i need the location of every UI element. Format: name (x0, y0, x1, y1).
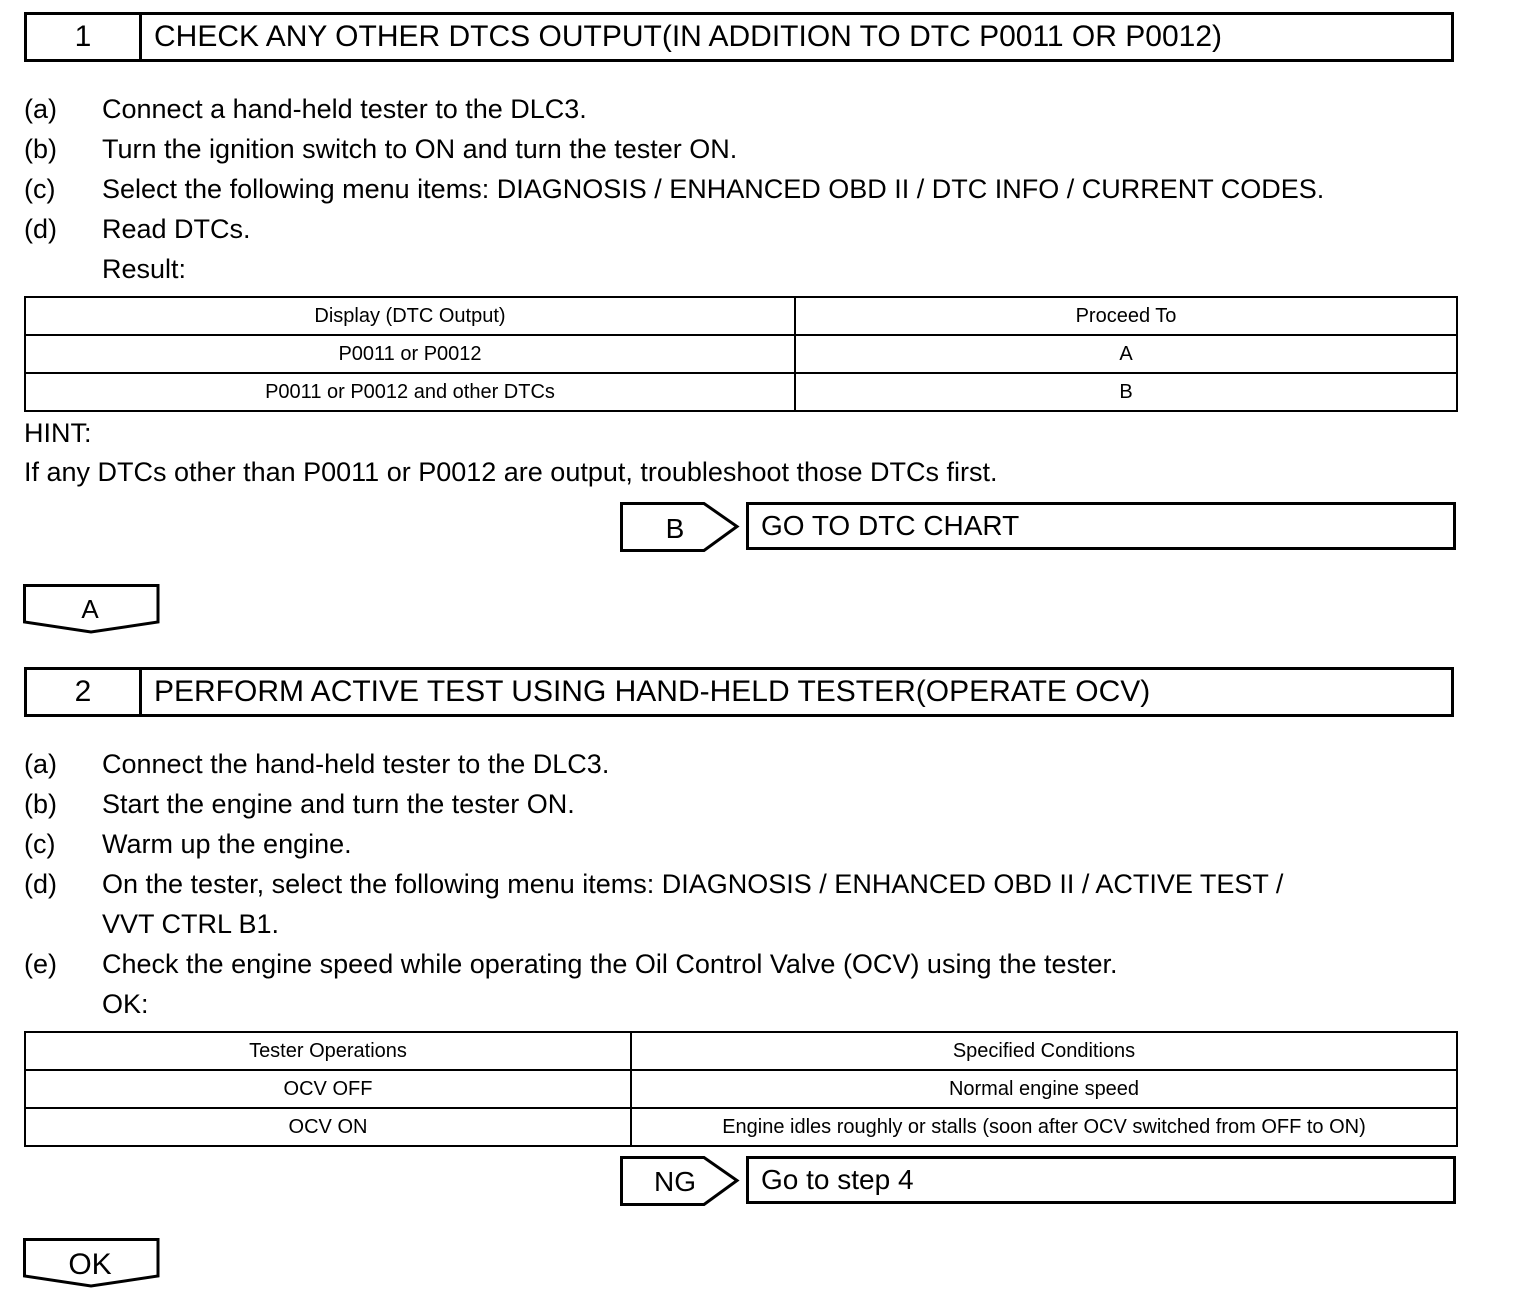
item-text: Check the engine speed while operating the Oil Control Valve (OCV) using the tester. (102, 949, 1118, 979)
list-item (24, 744, 609, 784)
item-text-continued: VVT CTRL B1. (102, 909, 280, 939)
table-cell: A (795, 335, 1457, 373)
item-text: Turn the ignition switch to ON and turn the tester ON. (102, 134, 738, 164)
branch-code: NG (654, 1166, 696, 1197)
step-title: PERFORM ACTIVE TEST USING HAND-HELD TESTER(OPERATE OCV) (154, 675, 1151, 708)
item-text: Select the following menu items: DIAGNOSIS / ENHANCED OBD II / DTC INFO / CURRENT CODES. (102, 174, 1325, 204)
item-label: (b) (24, 789, 57, 819)
next-arrow-a (23, 584, 161, 636)
item-label: (d) (24, 214, 57, 244)
step-title: CHECK ANY OTHER DTCS OUTPUT(IN ADDITION TO DTC P0011 OR P0012) (154, 20, 1223, 53)
hint-label: HINT: (24, 418, 92, 448)
table-row (25, 335, 1457, 373)
item-label: (c) (24, 174, 56, 204)
list-item (24, 129, 737, 169)
table-header-row (25, 1032, 1457, 1070)
step-1-header (24, 12, 1454, 62)
table-cell: OCV OFF (25, 1070, 631, 1108)
item-label: (e) (24, 949, 57, 979)
table-row (25, 1108, 1457, 1146)
list-item (24, 784, 575, 824)
list-item (24, 944, 1118, 984)
list-item (24, 864, 1283, 904)
table-header-row (25, 297, 1457, 335)
table-cell: P0011 or P0012 (25, 335, 795, 373)
item-label: (a) (24, 94, 57, 124)
item-text: Start the engine and turn the tester ON. (102, 789, 575, 819)
hint-text: If any DTCs other than P0011 or P0012 are output, troubleshoot those DTCs first. (24, 457, 998, 487)
column-header: Display (DTC Output) (25, 297, 795, 335)
table-row (25, 1070, 1457, 1108)
branch-code: B (665, 513, 685, 544)
next-code: OK (68, 1248, 112, 1281)
ok-label: OK: (102, 989, 149, 1019)
item-label: (d) (24, 869, 57, 899)
list-item (24, 89, 587, 129)
branch-target-box: GO TO DTC CHART (746, 502, 1456, 550)
spec-table (24, 1031, 1458, 1147)
column-header: Specified Conditions (631, 1032, 1457, 1070)
next-code: A (81, 594, 99, 624)
result-label: Result: (102, 254, 187, 284)
item-text: Read DTCs. (102, 214, 251, 244)
branch-arrow-b (620, 502, 744, 554)
table-cell: P0011 or P0012 and other DTCs (25, 373, 795, 411)
step-number: 2 (27, 670, 142, 714)
table-cell: Normal engine speed (631, 1070, 1457, 1108)
column-header: Tester Operations (25, 1032, 631, 1070)
column-header: Proceed To (795, 297, 1457, 335)
list-item (24, 169, 1324, 209)
step-2-header (24, 667, 1454, 717)
item-label: (a) (24, 749, 57, 779)
item-text: Connect a hand-held tester to the DLC3. (102, 94, 587, 124)
list-item (24, 824, 352, 864)
table-cell: Engine idles roughly or stalls (soon after OCV switched from OFF to ON) (631, 1108, 1457, 1146)
branch-target-box: Go to step 4 (746, 1156, 1456, 1204)
branch-arrow-ng (620, 1156, 744, 1208)
step-number: 1 (27, 15, 142, 59)
table-row (25, 373, 1457, 411)
item-label: (c) (24, 829, 56, 859)
item-text: On the tester, select the following menu items: DIAGNOSIS / ENHANCED OBD II / ACTIVE TEST / (102, 869, 1284, 899)
item-label: (b) (24, 134, 57, 164)
table-cell: OCV ON (25, 1108, 631, 1146)
next-arrow-ok (23, 1238, 161, 1292)
item-text: Warm up the engine. (102, 829, 352, 859)
result-table (24, 296, 1458, 412)
table-cell: B (795, 373, 1457, 411)
list-item (24, 209, 251, 249)
item-text: Connect the hand-held tester to the DLC3. (102, 749, 610, 779)
